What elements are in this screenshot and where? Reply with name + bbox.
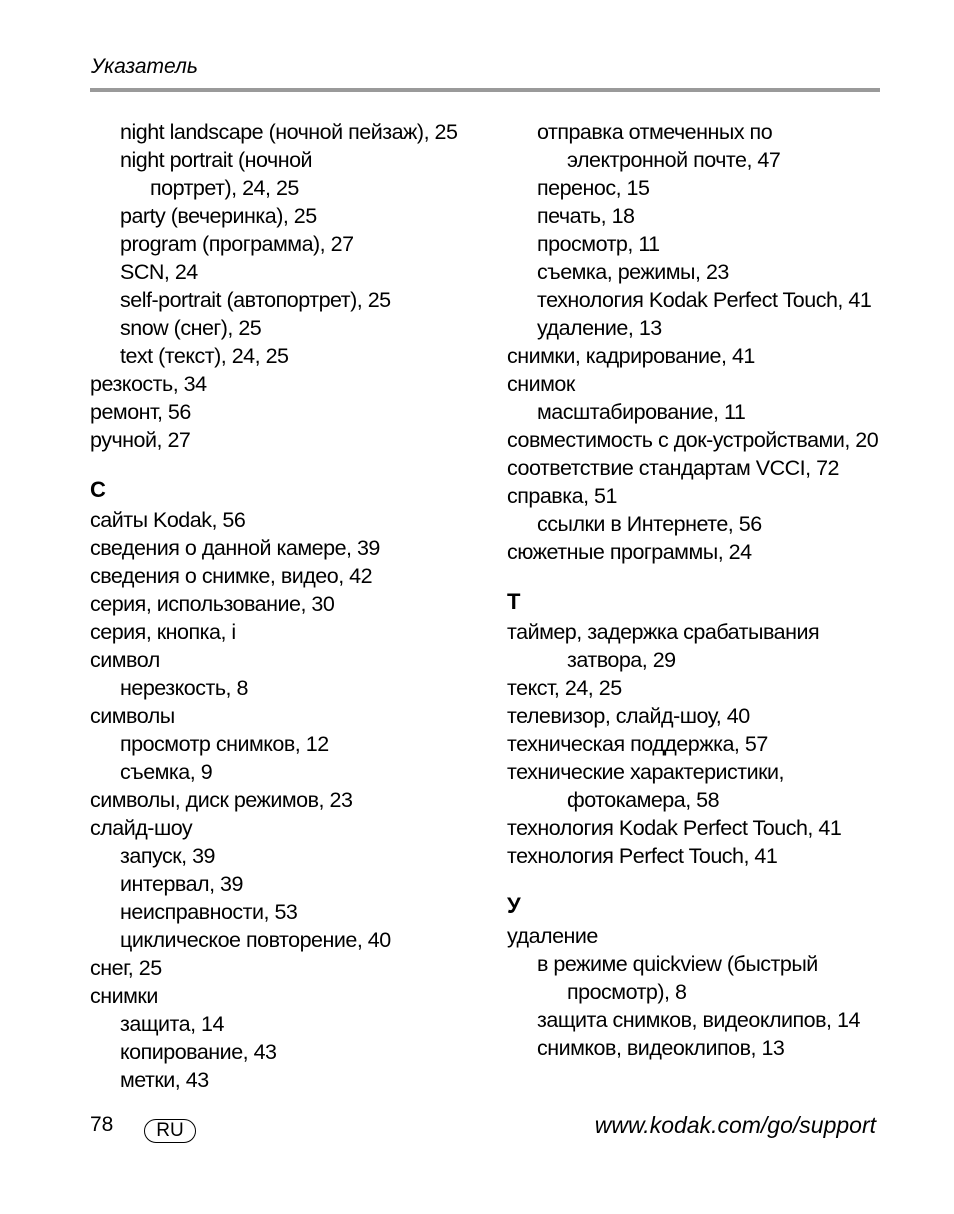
index-subentry: party (вечеринка), 25 — [120, 204, 317, 228]
index-subentry: удаление, 13 — [537, 316, 662, 340]
index-subentry: запуск, 39 — [120, 844, 215, 868]
index-entry: символы — [90, 704, 175, 728]
section-gap — [90, 454, 490, 474]
index-entry: ремонт, 56 — [90, 400, 191, 424]
index-entry: снимки — [90, 984, 158, 1008]
section-gap — [507, 566, 907, 586]
index-entry: резкость, 34 — [90, 372, 207, 396]
index-subentry: технология Kodak Perfect Touch, 41 — [537, 288, 872, 312]
index-subentry: night landscape (ночной пейзаж), 25 — [120, 120, 458, 144]
section-letter: Т — [507, 589, 520, 614]
index-entry: техническая поддержка, 57 — [507, 732, 768, 756]
index-entry: символы, диск режимов, 23 — [90, 788, 353, 812]
index-subentry: метки, 43 — [120, 1068, 209, 1092]
index-subentry: печать, 18 — [537, 204, 635, 228]
index-subentry: ссылки в Интернете, 56 — [537, 512, 762, 536]
index-entry: снимки, кадрирование, 41 — [507, 344, 755, 368]
index-entry: технология Perfect Touch, 41 — [507, 844, 778, 868]
index-entry: соответствие стандартам VCCI, 72 — [507, 456, 839, 480]
index-entry: серия, кнопка, i — [90, 620, 236, 644]
index-entry: технология Kodak Perfect Touch, 41 — [507, 816, 842, 840]
index-subentry: интервал, 39 — [120, 872, 243, 896]
section-gap — [507, 870, 907, 890]
page-number: 78 — [90, 1113, 114, 1136]
section-letter: С — [90, 477, 106, 502]
index-subentry: съемка, режимы, 23 — [537, 260, 729, 284]
index-subentry: защита, 14 — [120, 1012, 224, 1036]
index-entry: телевизор, слайд-шоу, 40 — [507, 704, 750, 728]
index-subentry: копирование, 43 — [120, 1040, 277, 1064]
index-subentry: просмотр), 8 — [567, 980, 687, 1004]
index-entry: удаление — [507, 924, 598, 948]
header-divider — [90, 88, 880, 92]
index-subentry: электронной почте, 47 — [567, 148, 781, 172]
index-subentry: self-portrait (автопортрет), 25 — [120, 288, 391, 312]
index-entry: сведения о снимке, видео, 42 — [90, 564, 373, 588]
index-subentry: фотокамера, 58 — [567, 788, 720, 812]
index-entry: серия, использование, 30 — [90, 592, 335, 616]
index-subentry: перенос, 15 — [537, 176, 650, 200]
index-entry: совместимость с док-устройствами, 20 — [507, 428, 879, 452]
index-subentry: портрет), 24, 25 — [150, 176, 299, 200]
index-entry: снимок — [507, 372, 575, 396]
index-subentry: нерезкость, 8 — [120, 676, 248, 700]
language-badge: RU — [144, 1119, 196, 1143]
index-subentry: SCN, 24 — [120, 260, 198, 284]
index-subentry: night portrait (ночной — [120, 148, 313, 172]
index-subentry: snow (снег), 25 — [120, 316, 262, 340]
index-entry: таймер, задержка срабатывания — [507, 620, 820, 644]
index-entry: сайты Kodak, 56 — [90, 508, 246, 532]
support-url[interactable]: www.kodak.com/go/support — [594, 1112, 876, 1138]
index-subentry: просмотр снимков, 12 — [120, 732, 329, 756]
section-letter: У — [507, 893, 521, 918]
index-subentry: снимков, видеоклипов, 13 — [537, 1036, 785, 1060]
index-subentry: отправка отмеченных по — [537, 120, 773, 144]
index-subentry: съемка, 9 — [120, 760, 213, 784]
index-subentry: циклическое повторение, 40 — [120, 928, 391, 952]
index-entry: сюжетные программы, 24 — [507, 540, 752, 564]
index-subentry: program (программа), 27 — [120, 232, 354, 256]
index-subentry: масштабирование, 11 — [537, 400, 746, 424]
header-title: Указатель — [91, 55, 198, 78]
index-entry: снег, 25 — [90, 956, 162, 980]
index-entry: справка, 51 — [507, 484, 617, 508]
index-subentry: защита снимков, видеоклипов, 14 — [537, 1008, 860, 1032]
index-subentry: затвора, 29 — [567, 648, 676, 672]
index-entry: сведения о данной камере, 39 — [90, 536, 380, 560]
index-column-right — [507, 118, 907, 1062]
index-entry: технические характеристики, — [507, 760, 785, 784]
index-subentry: в режиме quickview (быстрый — [537, 952, 818, 976]
index-column-left — [90, 118, 490, 1094]
index-entry: символ — [90, 648, 160, 672]
index-subentry: неисправности, 53 — [120, 900, 298, 924]
index-subentry: text (текст), 24, 25 — [120, 344, 289, 368]
index-entry: ручной, 27 — [90, 428, 191, 452]
index-subentry: просмотр, 11 — [537, 232, 660, 256]
index-entry: слайд-шоу — [90, 816, 193, 840]
index-entry: текст, 24, 25 — [507, 676, 622, 700]
